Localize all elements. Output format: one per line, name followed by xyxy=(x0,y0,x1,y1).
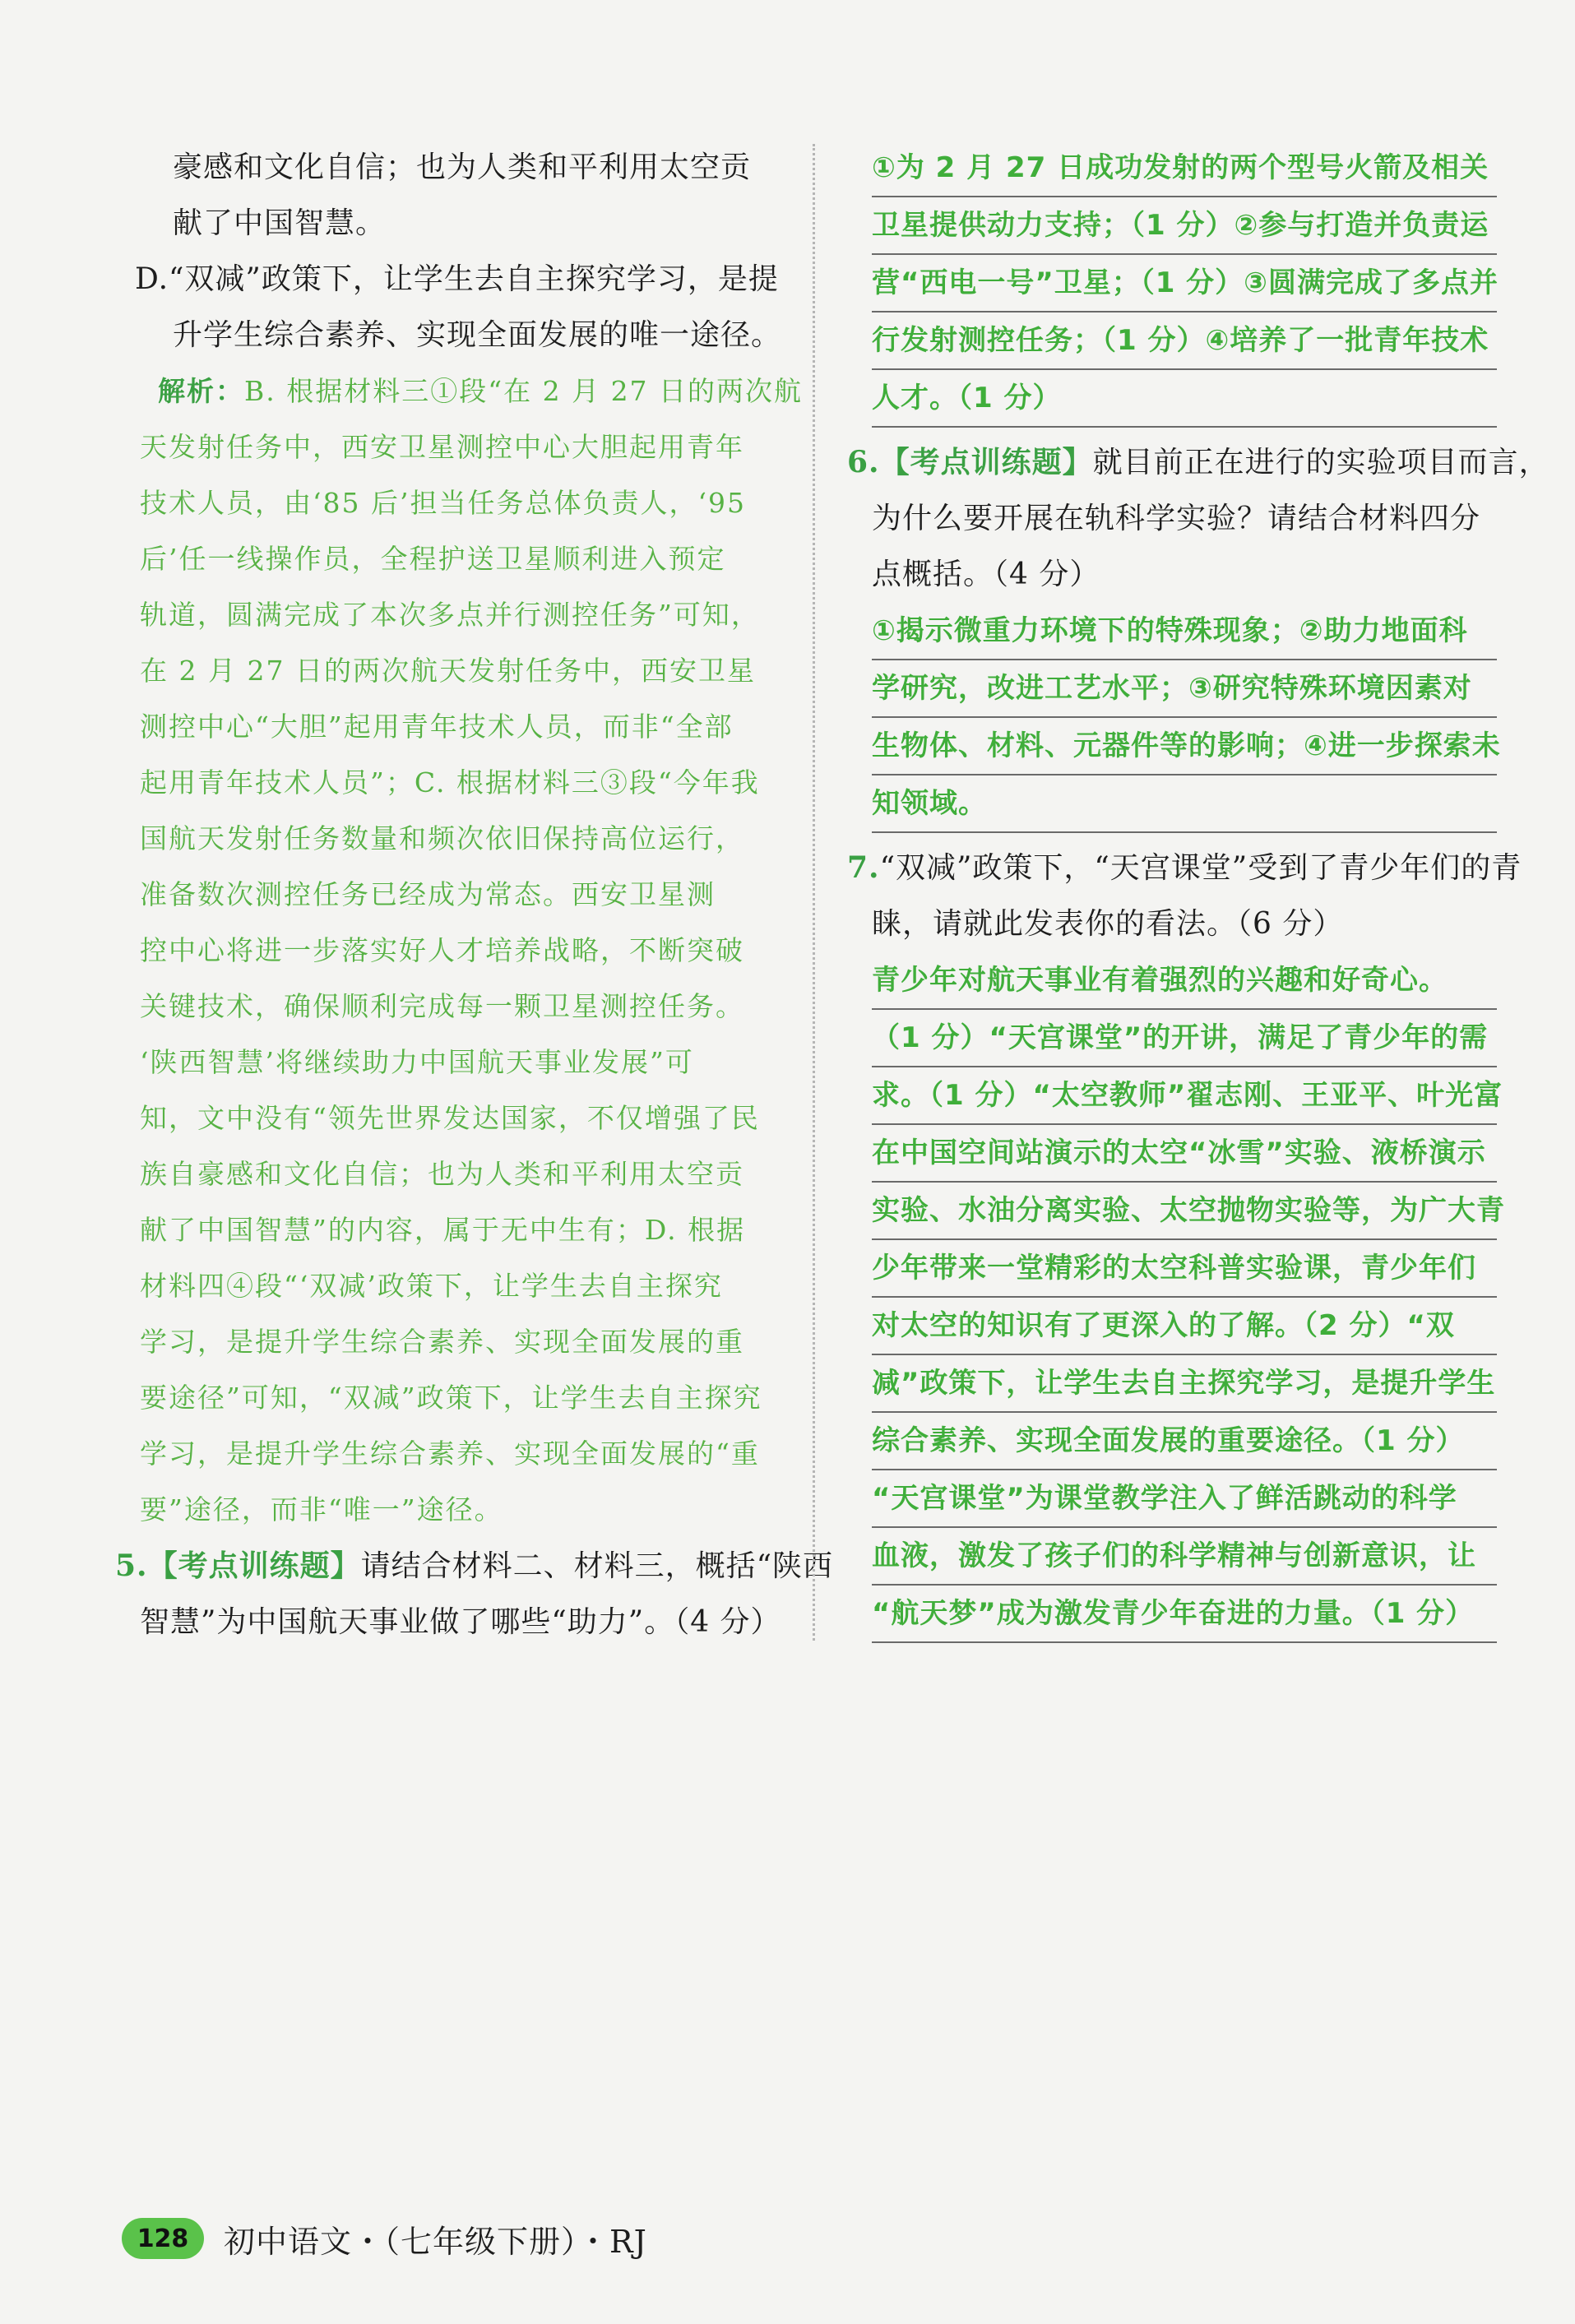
answer-line: 卫星提供动力支持；（1 分）②参与打造并负责运 xyxy=(872,197,1497,255)
right-column xyxy=(847,140,1550,1643)
question-tag: 【考点训练题】 xyxy=(879,445,1093,479)
question-text: 请结合材料二、材料三，概括“陕西 xyxy=(360,1549,834,1583)
option-c-continued-line: 豪感和文化自信；也为人类和平利用太空贡 xyxy=(173,150,752,184)
answer-line: “天宫课堂”为课堂教学注入了鲜活跳动的科学 xyxy=(872,1470,1497,1528)
analysis-line: 学习，是提升学生综合素养、实现全面发展的“重 xyxy=(140,1437,760,1470)
analysis-line: 要途径”可知，“双减”政策下，让学生去自主探究 xyxy=(140,1382,762,1414)
analysis-line: 族自豪感和文化自信；也为人类和平利用太空贡 xyxy=(140,1158,744,1190)
answer-line: （1 分）“天宫课堂”的开讲，满足了青少年的需 xyxy=(872,1010,1497,1067)
answer-line: 血液，激发了孩子们的科学精神与创新意识，让 xyxy=(872,1528,1497,1586)
answer-line: 减”政策下，让学生去自主探究学习，是提升学生 xyxy=(872,1355,1497,1413)
answer-line: 在中国空间站演示的太空“冰雪”实验、液桥演示 xyxy=(872,1125,1497,1183)
question-7-line xyxy=(847,840,1522,896)
analysis-line: 天发射任务中，西安卫星测控中心大胆起用青年 xyxy=(140,431,744,463)
analysis-line: 材料四④段“‘双减’政策下，让学生去自主探究 xyxy=(140,1270,723,1302)
answer-line: 对太空的知识有了更深入的了解。（2 分）“双 xyxy=(872,1298,1497,1355)
analysis-line: 准备数次测控任务已经成为常态。西安卫星测 xyxy=(140,878,716,910)
question-6-line: 为什么要开展在轨科学实验？请结合材料四分 xyxy=(872,502,1481,535)
analysis-line: 关键技术，确保顺利完成每一颗卫星测控任务。 xyxy=(140,990,744,1022)
option-d-line: 升学生综合素养、实现全面发展的唯一途径。 xyxy=(173,318,782,352)
column-divider xyxy=(813,144,815,1641)
answer-line: 学研究，改进工艺水平；③研究特殊环境因素对 xyxy=(872,660,1497,718)
page-number-badge: 128 xyxy=(122,2218,204,2259)
answer-line: 知领域。 xyxy=(872,775,1497,833)
analysis-line: ‘陕西智慧’将继续助力中国航天事业发展”可 xyxy=(140,1046,694,1078)
analysis-line: 在 2 月 27 日的两次航天发射任务中，西安卫星 xyxy=(140,655,756,687)
question-7 xyxy=(847,840,1522,952)
option-d-line: D.“双减”政策下，让学生去自主探究学习，是提 xyxy=(135,262,779,296)
analysis-line: 学习，是提升学生综合素养、实现全面发展的重 xyxy=(140,1326,744,1358)
analysis-line: 控中心将进一步落实好人才培养战略，不断突破 xyxy=(140,934,744,966)
analysis-line: 献了中国智慧”的内容，属于无中生有；D. 根据 xyxy=(140,1214,746,1246)
analysis-block xyxy=(140,363,804,1538)
question-6-line xyxy=(847,434,1550,491)
question-6-line: 点概括。（4 分） xyxy=(872,558,1100,591)
answer-line: 人才。（1 分） xyxy=(872,370,1497,428)
question-6 xyxy=(847,434,1550,603)
answer-line: 实验、水油分离实验、太空抛物实验等，为广大青 xyxy=(872,1183,1497,1240)
answer-line: ①揭示微重力环境下的特殊现象；②助力地面科 xyxy=(872,603,1497,660)
question-number: 6. xyxy=(847,445,880,479)
answer-line: 青少年对航天事业有着强烈的兴趣和好奇心。 xyxy=(872,952,1497,1010)
left-column xyxy=(115,140,834,1650)
option-c-continued-line: 献了中国智慧。 xyxy=(173,206,387,240)
analysis-label: 解析： xyxy=(158,375,244,407)
analysis-line: 测控中心“大胆”起用青年技术人员，而非“全部 xyxy=(140,711,734,743)
analysis-line: 国航天发射任务数量和频次依旧保持高位运行， xyxy=(140,822,744,854)
question-5-line: 智慧”为中国航天事业做了哪些“助力”。（4 分） xyxy=(140,1605,781,1639)
question-6-answer xyxy=(872,603,1501,833)
page-footer xyxy=(122,2212,647,2265)
question-text: “双减”政策下，“天宫课堂”受到了青少年们的青 xyxy=(879,851,1522,885)
analysis-line: 后’任一线操作员，全程护送卫星顺利进入预定 xyxy=(140,543,726,575)
analysis-line: 知，文中没有“领先世界发达国家，不仅增强了民 xyxy=(140,1102,760,1134)
question-text: 就目前正在进行的实验项目而言， xyxy=(1092,446,1550,479)
question-5 xyxy=(115,1538,834,1650)
answer-line: 求。（1 分）“太空教师”翟志刚、王亚平、叶光富 xyxy=(872,1067,1497,1125)
answer-line: ①为 2 月 27 日成功发射的两个型号火箭及相关 xyxy=(872,140,1497,197)
question-7-line: 睐，请就此发表你的看法。（6 分） xyxy=(872,907,1344,941)
analysis-line xyxy=(158,363,804,419)
analysis-line: 技术人员，由‘85 后’担当任务总体负责人，‘95 xyxy=(140,487,746,519)
answer-line: “航天梦”成为激发青少年奋进的力量。（1 分） xyxy=(872,1586,1497,1643)
question-number: 7. xyxy=(847,850,880,885)
question-number: 5. xyxy=(115,1549,148,1583)
answer-line: 少年带来一堂精彩的太空科普实验课，青少年们 xyxy=(872,1240,1497,1298)
answer-line: 生物体、材料、元器件等的影响；④进一步探索未 xyxy=(872,718,1497,775)
question-5-answer xyxy=(872,140,1497,428)
answer-line: 综合素养、实现全面发展的重要途径。（1 分） xyxy=(872,1413,1497,1470)
analysis-line: 起用青年技术人员”；C. 根据材料三③段“今年我 xyxy=(140,766,760,799)
question-5-line xyxy=(115,1538,834,1595)
question-tag: 【考点训练题】 xyxy=(147,1549,361,1583)
analysis-text: B. 根据材料三①段“在 2 月 27 日的两次航 xyxy=(244,375,804,407)
question-7-answer xyxy=(872,952,1505,1643)
answer-line: 行发射测控任务；（1 分）④培养了一批青年技术 xyxy=(872,312,1497,370)
answer-line: 营“西电一号”卫星；（1 分）③圆满完成了多点并 xyxy=(872,255,1497,312)
book-title: 初中语文・（七年级下册）・RJ xyxy=(224,2223,647,2260)
analysis-line: 要”途径，而非“唯一”途径。 xyxy=(140,1493,503,1525)
analysis-line: 轨道，圆满完成了本次多点并行测控任务”可知， xyxy=(140,599,760,631)
